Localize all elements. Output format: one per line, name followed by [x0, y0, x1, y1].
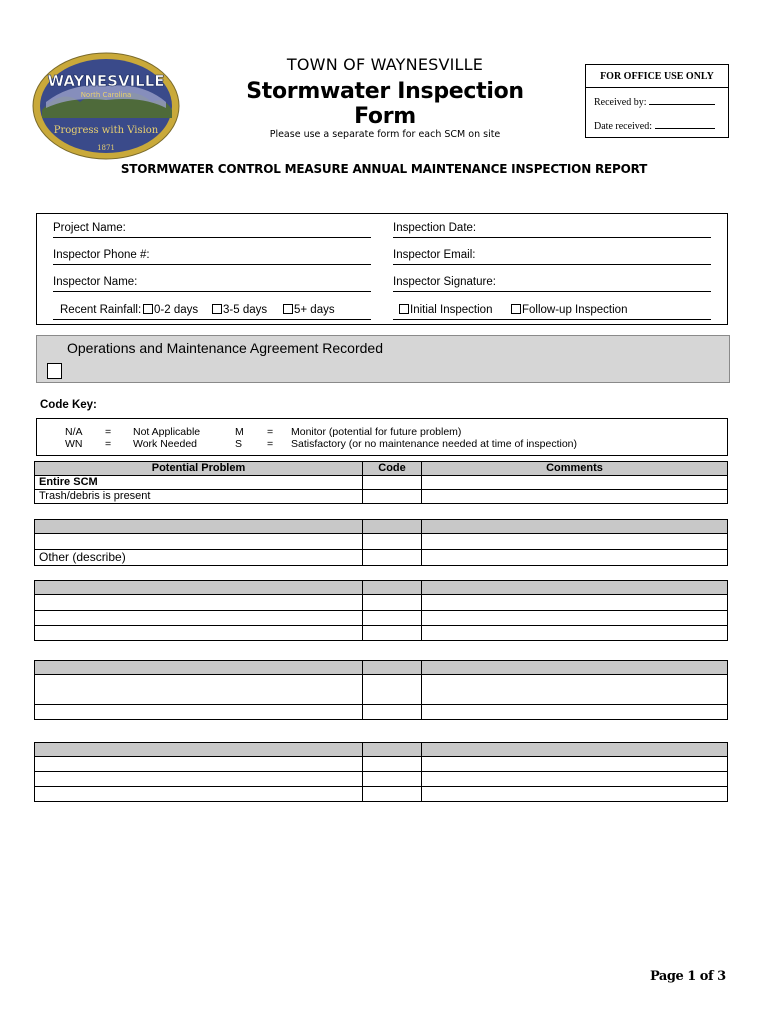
- problem-cell: Trash/debris is present: [35, 490, 363, 504]
- project-name-label: Project Name:: [53, 222, 126, 234]
- code-key-code: M: [235, 426, 244, 438]
- code-cell[interactable]: [363, 476, 422, 490]
- code-key-meaning: Work Needed: [133, 438, 198, 450]
- section-header-cell: [422, 581, 728, 595]
- date-received-field[interactable]: [594, 121, 715, 132]
- comments-cell[interactable]: [422, 787, 728, 802]
- section-header-cell: [363, 661, 422, 675]
- comments-cell[interactable]: [422, 534, 728, 550]
- code-key-eq: =: [267, 426, 274, 438]
- section-header-cell: [35, 520, 363, 534]
- office-use-box: [585, 64, 729, 138]
- rainfall-5-plus-checkbox[interactable]: [283, 304, 335, 316]
- code-cell[interactable]: [363, 534, 422, 550]
- rainfall-5-plus-label: 5+ days: [294, 304, 335, 316]
- table-row: [35, 705, 728, 720]
- problem-table: [34, 461, 728, 504]
- table-row: [35, 550, 728, 566]
- code-key-eq: =: [267, 438, 274, 450]
- comments-cell[interactable]: [422, 757, 728, 772]
- section-header-cell: [363, 520, 422, 534]
- table-row: [35, 772, 728, 787]
- section-header-cell: [35, 661, 363, 675]
- table-row: [35, 595, 728, 611]
- project-name-field[interactable]: [53, 222, 371, 238]
- comments-cell[interactable]: [422, 675, 728, 705]
- om-agreement-label: Operations and Maintenance Agreement Recorded: [67, 340, 383, 356]
- logo-motto: Progress with Vision: [53, 125, 159, 136]
- code-cell[interactable]: [363, 626, 422, 641]
- header-code: Code: [363, 462, 422, 476]
- logo-year: 1871: [97, 144, 115, 152]
- inspector-name-label: Inspector Name:: [53, 276, 138, 288]
- form-title: Stormwater Inspection Form: [246, 79, 524, 129]
- section-header-cell: [35, 581, 363, 595]
- problem-cell[interactable]: [35, 675, 363, 705]
- project-info-box: [36, 213, 728, 325]
- inspection-date-field[interactable]: [393, 222, 711, 238]
- problem-cell[interactable]: [35, 772, 363, 787]
- code-key-box: [36, 418, 728, 456]
- section-header-cell: [363, 581, 422, 595]
- inspector-email-label: Inspector Email:: [393, 249, 476, 261]
- section-header-cell: [363, 743, 422, 757]
- follow-up-inspection-label: Follow-up Inspection: [522, 304, 628, 316]
- inspector-signature-field[interactable]: [393, 276, 711, 292]
- checkbox-icon: [399, 304, 409, 314]
- logo-name: WAYNESVILLE: [47, 72, 165, 90]
- comments-cell[interactable]: [422, 705, 728, 720]
- checkbox-icon: [511, 304, 521, 314]
- section-header-cell: [422, 661, 728, 675]
- code-cell[interactable]: [363, 550, 422, 566]
- code-cell[interactable]: [363, 611, 422, 626]
- problem-cell[interactable]: [35, 787, 363, 802]
- code-cell[interactable]: [363, 787, 422, 802]
- town-logo: [32, 52, 180, 160]
- recent-rainfall-field: [53, 304, 371, 320]
- code-key-meaning: Not Applicable: [133, 426, 201, 438]
- comments-cell[interactable]: [422, 476, 728, 490]
- rainfall-0-2-label: 0-2 days: [154, 304, 199, 316]
- section-title: Entire SCM: [35, 476, 363, 490]
- problem-table: [34, 519, 728, 566]
- comments-cell[interactable]: [422, 626, 728, 641]
- rainfall-0-2-checkbox[interactable]: [143, 304, 198, 316]
- table-row: [35, 490, 728, 504]
- problem-cell[interactable]: [35, 534, 363, 550]
- code-cell[interactable]: [363, 490, 422, 504]
- code-key-eq: =: [105, 438, 112, 450]
- code-cell[interactable]: [363, 675, 422, 705]
- table-row: [35, 534, 728, 550]
- om-agreement-checkbox[interactable]: [47, 363, 62, 379]
- problem-cell: Other (describe): [35, 550, 363, 566]
- table-row: [35, 787, 728, 802]
- code-cell[interactable]: [363, 757, 422, 772]
- inspector-signature-label: Inspector Signature:: [393, 276, 496, 288]
- problem-table: [34, 580, 728, 641]
- inspector-name-field[interactable]: [53, 276, 371, 292]
- problem-cell[interactable]: [35, 595, 363, 611]
- code-key-eq: =: [105, 426, 112, 438]
- inspection-type-field: [393, 304, 711, 320]
- checkbox-icon: [143, 304, 153, 314]
- table-row: [35, 675, 728, 705]
- checkbox-icon: [283, 304, 293, 314]
- table-row: [35, 626, 728, 641]
- header-potential-problem: Potential Problem: [35, 462, 363, 476]
- header-comments: Comments: [422, 462, 728, 476]
- office-divider: [586, 87, 728, 88]
- table-row: [35, 611, 728, 626]
- logo-state: North Carolina: [80, 91, 132, 99]
- recent-rainfall-label: Recent Rainfall:: [60, 304, 142, 316]
- problem-cell[interactable]: [35, 757, 363, 772]
- inspector-email-field[interactable]: [393, 249, 711, 265]
- report-heading: STORMWATER CONTROL MEASURE ANNUAL MAINTENANCE INSPECTION REPORT: [120, 162, 648, 176]
- code-key-code: N/A: [65, 426, 83, 438]
- comments-cell[interactable]: [422, 550, 728, 566]
- inspector-phone-label: Inspector Phone #:: [53, 249, 150, 261]
- section-header-cell: [422, 743, 728, 757]
- code-key-meaning: Monitor (potential for future problem): [291, 426, 462, 438]
- rainfall-3-5-checkbox[interactable]: [212, 304, 267, 316]
- comments-cell[interactable]: [422, 595, 728, 611]
- comments-cell[interactable]: [422, 772, 728, 787]
- date-received-label: Date received:: [594, 121, 653, 132]
- table-row: [35, 757, 728, 772]
- rainfall-3-5-label: 3-5 days: [223, 304, 268, 316]
- om-agreement-box: [36, 335, 730, 383]
- code-key-code: WN: [65, 438, 83, 450]
- office-use-title: FOR OFFICE USE ONLY: [600, 71, 714, 82]
- comments-cell[interactable]: [422, 490, 728, 504]
- problem-cell[interactable]: [35, 705, 363, 720]
- problem-cell[interactable]: [35, 626, 363, 641]
- comments-cell[interactable]: [422, 611, 728, 626]
- inspector-phone-field[interactable]: [53, 249, 371, 265]
- form-subtitle: Please use a separate form for each SCM on site: [269, 129, 501, 140]
- code-cell[interactable]: [363, 772, 422, 787]
- code-key-title: Code Key:: [40, 399, 97, 411]
- code-cell[interactable]: [363, 595, 422, 611]
- section-header-cell: [35, 743, 363, 757]
- problem-table: [34, 660, 728, 720]
- inspection-date-label: Inspection Date:: [393, 222, 477, 234]
- code-key-code: S: [235, 438, 243, 450]
- initial-inspection-label: Initial Inspection: [410, 304, 493, 316]
- initial-inspection-checkbox[interactable]: [399, 304, 492, 316]
- received-by-label: Received by:: [594, 97, 647, 108]
- problem-table: [34, 742, 728, 802]
- code-key-meaning: Satisfactory (or no maintenance needed at time of inspection): [291, 438, 577, 450]
- follow-up-inspection-checkbox[interactable]: [511, 304, 627, 316]
- page-number: Page 1 of 3: [650, 969, 726, 984]
- problem-cell[interactable]: [35, 611, 363, 626]
- code-cell[interactable]: [363, 705, 422, 720]
- town-title: TOWN OF WAYNESVILLE: [286, 55, 484, 74]
- checkbox-icon: [212, 304, 222, 314]
- section-header-cell: [422, 520, 728, 534]
- received-by-field[interactable]: [594, 97, 715, 108]
